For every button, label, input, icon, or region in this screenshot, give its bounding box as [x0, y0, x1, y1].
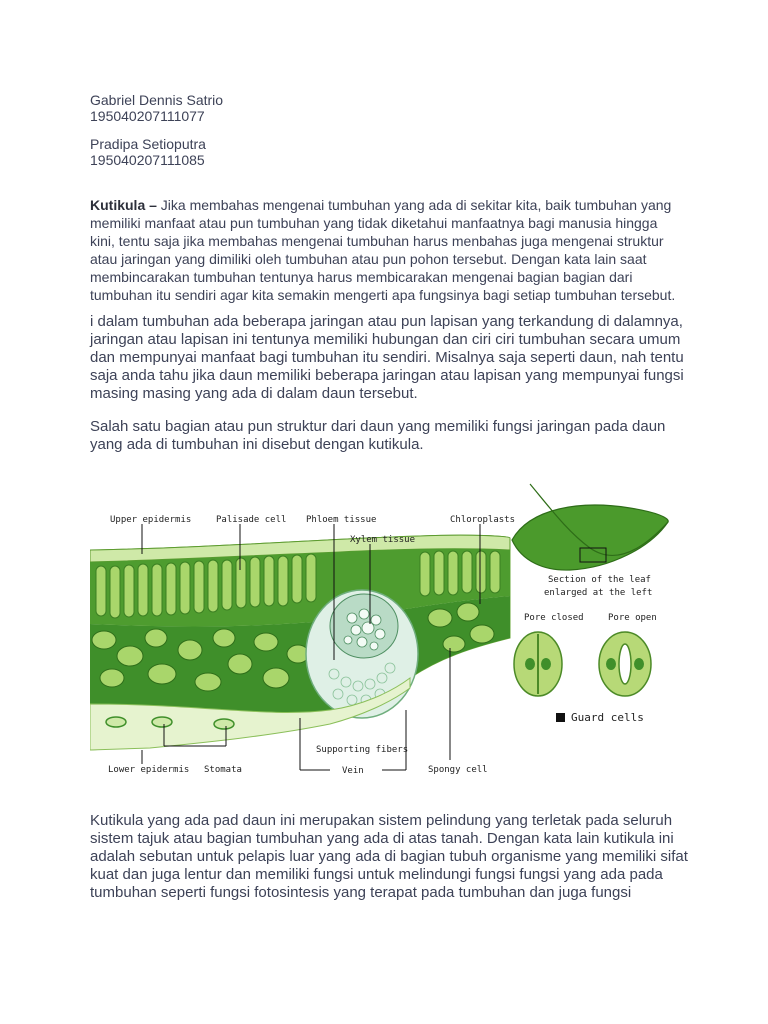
whole-leaf-icon — [512, 484, 668, 570]
label-pore-closed: Pore closed — [524, 613, 584, 623]
guard-cells-open — [599, 632, 651, 696]
label-section-line2: enlarged at the left — [544, 588, 653, 598]
label-xylem-tissue: Xylem tissue — [350, 535, 416, 545]
label-stomata: Stomata — [204, 765, 242, 775]
paragraph-3: Salah satu bagian atau pun struktur dari daun yang memiliki fungsi jaringan pada daun yang ada di tumbuhan ini disebut dengan kutikula. — [90, 418, 666, 453]
intro-keyword: Kutikula – — [90, 197, 157, 213]
guard-cells-legend-marker — [556, 713, 565, 722]
label-section-line1: Section of the leaf — [548, 575, 651, 585]
label-guard-cells: Guard cells — [571, 711, 644, 724]
author-block — [90, 92, 223, 180]
author-name: Gabriel Dennis Satrio — [90, 92, 224, 108]
label-palisade-cell: Palisade cell — [216, 515, 287, 525]
leaf-cross-section-figure — [90, 478, 680, 783]
intro-paragraph — [90, 196, 680, 304]
label-spongy-cell: Spongy cell — [428, 765, 488, 775]
label-upper-epidermis: Upper epidermis — [110, 515, 192, 525]
author-id: 195040207111085 — [90, 152, 205, 168]
leaf-diagram — [90, 478, 680, 783]
guard-cells-closed — [514, 632, 562, 696]
author-1 — [90, 92, 223, 124]
label-phloem-tissue: Phloem tissue — [306, 515, 377, 525]
author-id: 195040207111077 — [90, 108, 205, 124]
vein-bundle — [306, 590, 418, 718]
author-name: Pradipa Setioputra — [90, 136, 206, 152]
label-vein: Vein — [342, 766, 364, 776]
label-chloroplasts: Chloroplasts — [450, 515, 516, 525]
intro-text: Jika membahas mengenai tumbuhan yang ada di sekitar kita, baik tumbuhan yang memiliki manfaat atau pun tumbuhan yang tidak diketahui manfaatnya bagi manusia hingga kini, tentu saja jika membahas mengenai tumbuhan harus menbahas juga mengenai struktur atau jaringan yang dimiliki oleh tumbuhan atau pun pohon tersebut. Dengan kata lain saat membincarakan tumbuhan tentunya harus membicarakan mengenai bagian bagian dari tumbuhan itu sendiri agar kita semakin mengerti apa fungsinya bagi setiap tumbuhan tersebut. — [90, 197, 676, 303]
author-2 — [90, 136, 223, 168]
label-lower-epidermis: Lower epidermis — [108, 765, 190, 775]
paragraph-4: Kutikula yang ada pad daun ini merupakan sistem pelindung yang terletak pada seluruh sistem tajuk atau bagian tumbuhan yang ada di atas tanah. Dengan kata lain kutikula ini adalah sebutan untuk pelapis luar yang ada di bagian tubuh organisme yang memiliki sifat kuat dan juga lentur dan memiliki fungsi untuk melindungi fungsi fungsi yang ada pada tumbuhan seperti fungsi fotosintesis yang terapat pada tumbuhan dan juga fungsi — [90, 812, 688, 901]
label-pore-open: Pore open — [608, 613, 657, 623]
label-supporting-fibers: Supporting fibers — [316, 745, 409, 755]
paragraph-2: i dalam tumbuhan ada beberapa jaringan atau pun lapisan yang terkandung di dalamnya, jaringan atau lapisan ini tentunya memiliki hubungan dan ciri ciri tumbuhan secara umum dan mempunyai manfaat bagi tumbuhan itu sendiri. Misalnya saja seperti daun, nah tentu saja anda tahu jika daun memiliki beberapa jaringan atau lapisan yang mempunyai fungsi masing masing yang ada di dalam daun tersebut. — [90, 313, 684, 402]
